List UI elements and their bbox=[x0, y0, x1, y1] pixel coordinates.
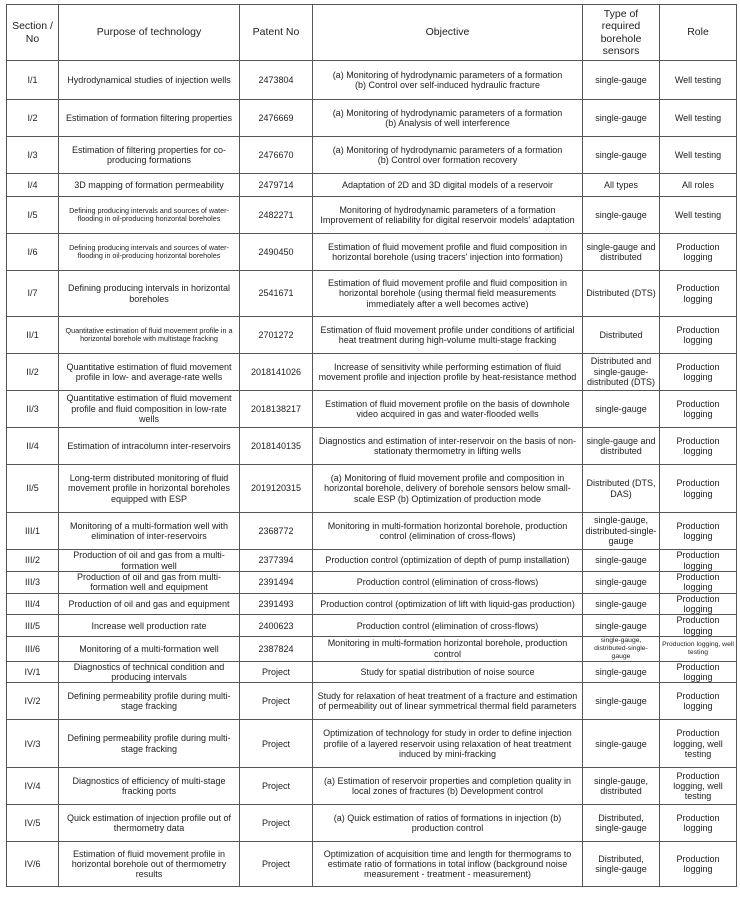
cell-objective: (a) Quick estimation of ratios of formations in injection (b) production control bbox=[313, 805, 583, 842]
header-objective: Objective bbox=[313, 5, 583, 61]
cell-sensors: single-gauge bbox=[583, 593, 660, 615]
cell-purpose: Defining permeability profile during multi-stage fracking bbox=[59, 720, 240, 768]
table-row bbox=[7, 661, 737, 683]
cell-purpose: Defining producing intervals and sources of water-flooding in oil-producing horizontal boreholes bbox=[59, 234, 240, 271]
table-row bbox=[7, 234, 737, 271]
table-row bbox=[7, 61, 737, 100]
cell-sensors: All types bbox=[583, 174, 660, 197]
cell-patent: 2482271 bbox=[240, 197, 313, 234]
cell-sensors: single-gauge, distributed-single-gauge bbox=[583, 513, 660, 550]
cell-purpose: Diagnostics of technical condition and producing intervals bbox=[59, 661, 240, 683]
cell-purpose: Production of oil and gas and equipment bbox=[59, 593, 240, 615]
cell-section: III/2 bbox=[7, 550, 59, 572]
cell-sensors: single-gauge bbox=[583, 550, 660, 572]
cell-sensors: single-gauge and distributed bbox=[583, 234, 660, 271]
cell-role: Production logging bbox=[660, 391, 737, 428]
cell-purpose: Diagnostics of efficiency of multi-stage fracking ports bbox=[59, 768, 240, 805]
table-row bbox=[7, 137, 737, 174]
header-patent: Patent No bbox=[240, 5, 313, 61]
cell-section: IV/1 bbox=[7, 661, 59, 683]
cell-patent: 2387824 bbox=[240, 637, 313, 661]
cell-section: I/2 bbox=[7, 100, 59, 137]
header-purpose: Purpose of technology bbox=[59, 5, 240, 61]
cell-patent: Project bbox=[240, 683, 313, 720]
cell-sensors: single-gauge bbox=[583, 720, 660, 768]
cell-patent: 2018140135 bbox=[240, 428, 313, 465]
table-row bbox=[7, 197, 737, 234]
cell-purpose: Quantitative estimation of fluid movement profile and fluid composition in low-rate wells bbox=[59, 391, 240, 428]
cell-patent: 2391493 bbox=[240, 593, 313, 615]
cell-role: Production logging bbox=[660, 615, 737, 637]
table-row bbox=[7, 513, 737, 550]
header-row bbox=[7, 5, 737, 61]
cell-objective: Adaptation of 2D and 3D digital models of a reservoir bbox=[313, 174, 583, 197]
cell-patent: 2476669 bbox=[240, 100, 313, 137]
cell-role: Production logging, well testing bbox=[660, 768, 737, 805]
cell-objective: (a) Monitoring of fluid movement profile and composition in horizontal borehole, delivery of borehole sensors below small-scale ESP (b) Optimization of production mode bbox=[313, 465, 583, 513]
cell-section: II/5 bbox=[7, 465, 59, 513]
cell-patent: 2701272 bbox=[240, 317, 313, 354]
cell-patent: 2473804 bbox=[240, 61, 313, 100]
table-row bbox=[7, 550, 737, 572]
cell-sensors: Distributed, single-gauge bbox=[583, 842, 660, 887]
cell-objective: Estimation of fluid movement profile under conditions of artificial heat treatment during high-volume multi-stage fracking bbox=[313, 317, 583, 354]
table-row bbox=[7, 637, 737, 661]
cell-patent: Project bbox=[240, 720, 313, 768]
cell-section: IV/2 bbox=[7, 683, 59, 720]
cell-section: II/4 bbox=[7, 428, 59, 465]
cell-role: All roles bbox=[660, 174, 737, 197]
cell-objective: Estimation of fluid movement profile on the basis of downhole video acquired in gas and water-flooded wells bbox=[313, 391, 583, 428]
cell-sensors: single-gauge bbox=[583, 683, 660, 720]
cell-patent: 2476670 bbox=[240, 137, 313, 174]
cell-purpose: Defining producing intervals and sources of water-flooding in oil-producing horizontal boreholes bbox=[59, 197, 240, 234]
table-row bbox=[7, 572, 737, 594]
cell-objective: Study for spatial distribution of noise source bbox=[313, 661, 583, 683]
cell-objective: Estimation of fluid movement profile and fluid composition in horizontal borehole (using thermal field measurements immediately after a well becomes active) bbox=[313, 271, 583, 317]
cell-section: I/7 bbox=[7, 271, 59, 317]
cell-patent: Project bbox=[240, 768, 313, 805]
cell-purpose: Production of oil and gas from multi-formation well and equipment bbox=[59, 572, 240, 594]
cell-role: Production logging bbox=[660, 234, 737, 271]
cell-role: Well testing bbox=[660, 197, 737, 234]
cell-objective: (a) Monitoring of hydrodynamic parameters of a formation (b) Control over self-induced hydraulic fracture bbox=[313, 61, 583, 100]
cell-objective: Optimization of technology for study in order to define injection profile of a layered reservoir using relaxation of heat treatment induced by mini-fracking bbox=[313, 720, 583, 768]
cell-sensors: Distributed (DTS) bbox=[583, 271, 660, 317]
header-role: Role bbox=[660, 5, 737, 61]
cell-patent: 2368772 bbox=[240, 513, 313, 550]
cell-purpose: Estimation of fluid movement profile in horizontal borehole out of thermometry results bbox=[59, 842, 240, 887]
cell-objective: (a) Estimation of reservoir properties and completion quality in local zones of fractures (b) Development control bbox=[313, 768, 583, 805]
cell-sensors: single-gauge bbox=[583, 61, 660, 100]
table-row bbox=[7, 174, 737, 197]
cell-patent: 2400623 bbox=[240, 615, 313, 637]
cell-objective: Monitoring in multi-formation horizontal borehole, production control (elimination of cross-flows) bbox=[313, 513, 583, 550]
cell-purpose: Estimation of filtering properties for co-producing formations bbox=[59, 137, 240, 174]
cell-objective: Study for relaxation of heat treatment of a fracture and estimation of permeability out of linear symmetrical thermal field parameters bbox=[313, 683, 583, 720]
cell-section: II/3 bbox=[7, 391, 59, 428]
table-row bbox=[7, 391, 737, 428]
cell-sensors: Distributed bbox=[583, 317, 660, 354]
table-row bbox=[7, 720, 737, 768]
cell-sensors: single-gauge bbox=[583, 391, 660, 428]
table-row bbox=[7, 805, 737, 842]
cell-sensors: single-gauge bbox=[583, 137, 660, 174]
cell-patent: Project bbox=[240, 661, 313, 683]
cell-objective: Diagnostics and estimation of inter-reservoir on the basis of non-stationaty thermometry in lifting wells bbox=[313, 428, 583, 465]
cell-patent: 2019120315 bbox=[240, 465, 313, 513]
cell-role: Production logging bbox=[660, 428, 737, 465]
cell-section: I/6 bbox=[7, 234, 59, 271]
cell-sensors: single-gauge bbox=[583, 661, 660, 683]
cell-section: IV/3 bbox=[7, 720, 59, 768]
cell-sensors: single-gauge bbox=[583, 100, 660, 137]
technology-table bbox=[6, 4, 737, 887]
cell-objective: Increase of sensitivity while performing estimation of fluid movement profile and injection profile by heat-resistance method bbox=[313, 354, 583, 391]
cell-sensors: single-gauge, distributed-single-gauge bbox=[583, 637, 660, 661]
cell-objective: Production control (optimization of lift with liquid-gas production) bbox=[313, 593, 583, 615]
cell-role: Production logging bbox=[660, 271, 737, 317]
cell-purpose: Long-term distributed monitoring of fluid movement profile in horizontal boreholes equipped with ESP bbox=[59, 465, 240, 513]
cell-purpose: Increase well production rate bbox=[59, 615, 240, 637]
cell-section: II/2 bbox=[7, 354, 59, 391]
table-row bbox=[7, 428, 737, 465]
cell-purpose: Monitoring of a multi-formation well bbox=[59, 637, 240, 661]
cell-patent: 2479714 bbox=[240, 174, 313, 197]
cell-section: IV/5 bbox=[7, 805, 59, 842]
cell-purpose: Monitoring of a multi-formation well with elimination of inter-reservoirs bbox=[59, 513, 240, 550]
cell-sensors: Distributed and single-gauge-distributed (DTS) bbox=[583, 354, 660, 391]
cell-role: Production logging bbox=[660, 661, 737, 683]
cell-role: Production logging bbox=[660, 572, 737, 594]
cell-section: I/1 bbox=[7, 61, 59, 100]
cell-patent: Project bbox=[240, 842, 313, 887]
cell-section: III/5 bbox=[7, 615, 59, 637]
cell-role: Well testing bbox=[660, 100, 737, 137]
cell-role: Production logging bbox=[660, 683, 737, 720]
cell-objective: (a) Monitoring of hydrodynamic parameters of a formation (b) Analysis of well interference bbox=[313, 100, 583, 137]
cell-section: III/1 bbox=[7, 513, 59, 550]
cell-role: Production logging bbox=[660, 465, 737, 513]
cell-section: IV/4 bbox=[7, 768, 59, 805]
cell-role: Production logging bbox=[660, 354, 737, 391]
cell-sensors: Distributed, single-gauge bbox=[583, 805, 660, 842]
cell-purpose: Defining permeability profile during multi-stage fracking bbox=[59, 683, 240, 720]
cell-section: I/4 bbox=[7, 174, 59, 197]
cell-section: II/1 bbox=[7, 317, 59, 354]
cell-role: Well testing bbox=[660, 137, 737, 174]
cell-objective: Production control (elimination of cross-flows) bbox=[313, 572, 583, 594]
cell-purpose: Hydrodynamical studies of injection wells bbox=[59, 61, 240, 100]
table-row bbox=[7, 593, 737, 615]
cell-purpose: Quantitative estimation of fluid movement profile in low- and average-rate wells bbox=[59, 354, 240, 391]
cell-patent: Project bbox=[240, 805, 313, 842]
cell-purpose: Defining producing intervals in horizontal boreholes bbox=[59, 271, 240, 317]
cell-role: Production logging, well testing bbox=[660, 637, 737, 661]
cell-section: I/3 bbox=[7, 137, 59, 174]
cell-section: IV/6 bbox=[7, 842, 59, 887]
cell-role: Production logging bbox=[660, 513, 737, 550]
cell-patent: 2018141026 bbox=[240, 354, 313, 391]
cell-sensors: single-gauge bbox=[583, 572, 660, 594]
table-row bbox=[7, 683, 737, 720]
cell-role: Production logging bbox=[660, 550, 737, 572]
cell-objective: Monitoring of hydrodynamic parameters of a formation Improvement of reliability for digital reservoir models' adaptation bbox=[313, 197, 583, 234]
cell-sensors: single-gauge bbox=[583, 197, 660, 234]
cell-section: III/6 bbox=[7, 637, 59, 661]
cell-role: Well testing bbox=[660, 61, 737, 100]
cell-purpose: Production of oil and gas from a multi-formation well bbox=[59, 550, 240, 572]
cell-purpose: Estimation of formation filtering properties bbox=[59, 100, 240, 137]
table-row bbox=[7, 100, 737, 137]
header-section: Section / No bbox=[7, 5, 59, 61]
cell-purpose: Estimation of intracolumn inter-reservoirs bbox=[59, 428, 240, 465]
cell-patent: 2377394 bbox=[240, 550, 313, 572]
cell-patent: 2391494 bbox=[240, 572, 313, 594]
cell-objective: Production control (optimization of depth of pump installation) bbox=[313, 550, 583, 572]
cell-patent: 2541671 bbox=[240, 271, 313, 317]
cell-role: Production logging bbox=[660, 317, 737, 354]
table-row bbox=[7, 271, 737, 317]
header-sensors: Type of required borehole sensors bbox=[583, 5, 660, 61]
cell-objective: Optimization of acquisition time and length for thermograms to estimate ratio of formations in total inflow (background noise measurement - treatment - measurement) bbox=[313, 842, 583, 887]
cell-role: Production logging, well testing bbox=[660, 720, 737, 768]
cell-patent: 2490450 bbox=[240, 234, 313, 271]
cell-sensors: single-gauge bbox=[583, 615, 660, 637]
cell-patent: 2018138217 bbox=[240, 391, 313, 428]
table-row bbox=[7, 768, 737, 805]
cell-role: Production logging bbox=[660, 842, 737, 887]
cell-purpose: Quantitative estimation of fluid movement profile in a horizontal borehole with multistage fracking bbox=[59, 317, 240, 354]
table-row bbox=[7, 615, 737, 637]
cell-section: III/4 bbox=[7, 593, 59, 615]
cell-objective: (a) Monitoring of hydrodynamic parameters of a formation (b) Control over formation recovery bbox=[313, 137, 583, 174]
table-row bbox=[7, 465, 737, 513]
cell-objective: Estimation of fluid movement profile and fluid composition in horizontal borehole (using tracers' injection into formation) bbox=[313, 234, 583, 271]
table-row bbox=[7, 842, 737, 887]
cell-section: I/5 bbox=[7, 197, 59, 234]
cell-purpose: Quick estimation of injection profile out of thermometry data bbox=[59, 805, 240, 842]
cell-objective: Monitoring in multi-formation horizontal borehole, production control bbox=[313, 637, 583, 661]
cell-sensors: single-gauge and distributed bbox=[583, 428, 660, 465]
cell-role: Production logging bbox=[660, 805, 737, 842]
cell-sensors: Distributed (DTS, DAS) bbox=[583, 465, 660, 513]
cell-role: Production logging bbox=[660, 593, 737, 615]
table-row bbox=[7, 354, 737, 391]
cell-section: III/3 bbox=[7, 572, 59, 594]
table-row bbox=[7, 317, 737, 354]
cell-sensors: single-gauge, distributed bbox=[583, 768, 660, 805]
cell-purpose: 3D mapping of formation permeability bbox=[59, 174, 240, 197]
cell-objective: Production control (elimination of cross-flows) bbox=[313, 615, 583, 637]
